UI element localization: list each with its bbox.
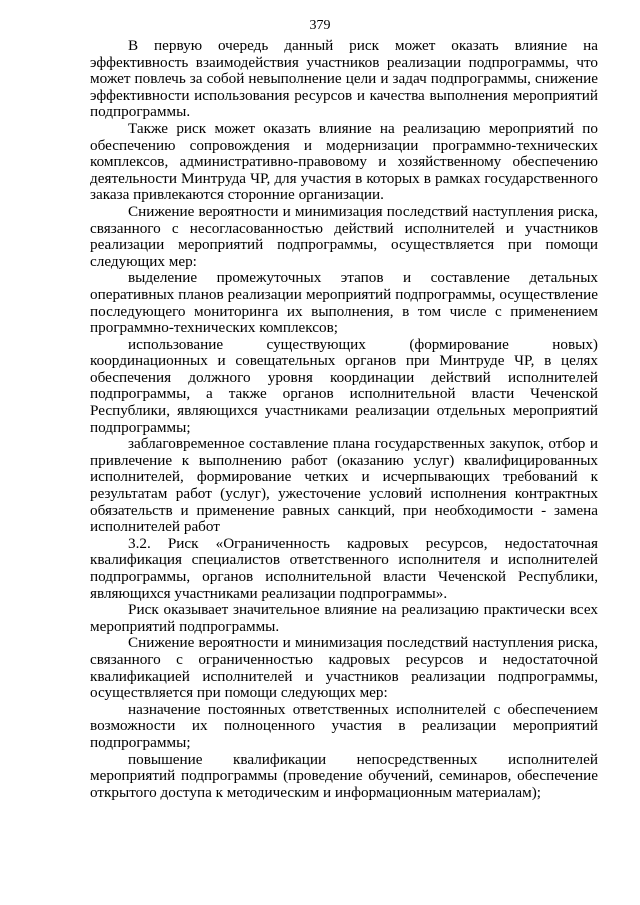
- paragraph-mitigation-intro-2: Снижение вероятности и минимизация последствий наступления риска, связанного с ограниченностью кадровых ресурсов и недостаточной квалификацией исполнителей и участников реализации подпрограммы, осуществляется при помощи следующих мер:: [90, 634, 598, 702]
- document-body: [90, 38, 598, 801]
- list-item-milestones: выделение промежуточных этапов и составление детальных оперативных планов реализации мероприятий подпрограммы, осуществление последующего мониторинга их выполнения, в том числе с применением программно-технических комплексов;: [90, 269, 598, 337]
- list-item-qualification: повышение квалификации непосредственных исполнителей мероприятий подпрограммы (проведение обучений, семинаров, обеспечение открытого доступа к методическим и информационным материалам);: [90, 750, 598, 801]
- list-item-permanent-executors: назначение постоянных ответственных исполнителей с обеспечением возможности их полноценного участия в реализации мероприятий подпрограммы;: [90, 700, 598, 751]
- section-heading-3-2: 3.2. Риск «Ограниченность кадровых ресурсов, недостаточная квалификация специалистов ответственного исполнителя и исполнителей подпрограммы, органов исполнительной власти Чеченской Республики, являющихся участниками реализации подпрограммы».: [90, 534, 598, 602]
- list-item-coordination-bodies: использование существующих (формирование новых) координационных и совещательных органов при Минтруде ЧР, в целях обеспечения должного уровня координации действий исполнителей подпрограммы, а также органов исполнительной власти Чеченской Республики, являющихся участниками реализации отдельных мероприятий подпрограммы;: [90, 335, 598, 436]
- paragraph-mitigation-intro: Снижение вероятности и минимизация последствий наступления риска, связанного с несогласованностью действий исполнителей и участников реализации мероприятий подпрограммы, осуществляется при помощи следующих мер:: [90, 202, 598, 270]
- paragraph-risk-scope: Также риск может оказать влияние на реализацию мероприятий по обеспечению сопровождения и модернизации программно-технических комплексов, административно-правовому и хозяйственному обеспечению деятельности Минтруда ЧР, для участия в которых в рамках государственного заказа привлекаются сторонние организации.: [90, 119, 598, 204]
- list-item-procurement-plan: заблаговременное составление плана государственных закупок, отбор и привлечение к выполнению работ (оказанию услуг) квалифицированных исполнителей, формирование четких и исчерпывающих требований к результатам работ (услуг), ужесточение условий исполнения контрактных обязательств и применение равных санкций, при необходимости - замена исполнителей работ: [90, 435, 598, 536]
- paragraph-risk-significance: Риск оказывает значительное влияние на реализацию практически всех мероприятий подпрограммы.: [90, 601, 598, 635]
- paragraph-risk-impact: В первую очередь данный риск может оказать влияние на эффективность взаимодействия участников реализации подпрограммы, что может повлечь за собой невыполнение цели и задач подпрограммы, снижение эффективности использования ресурсов и качества выполнения мероприятий подпрограммы.: [90, 37, 598, 121]
- page-number: 379: [309, 18, 331, 33]
